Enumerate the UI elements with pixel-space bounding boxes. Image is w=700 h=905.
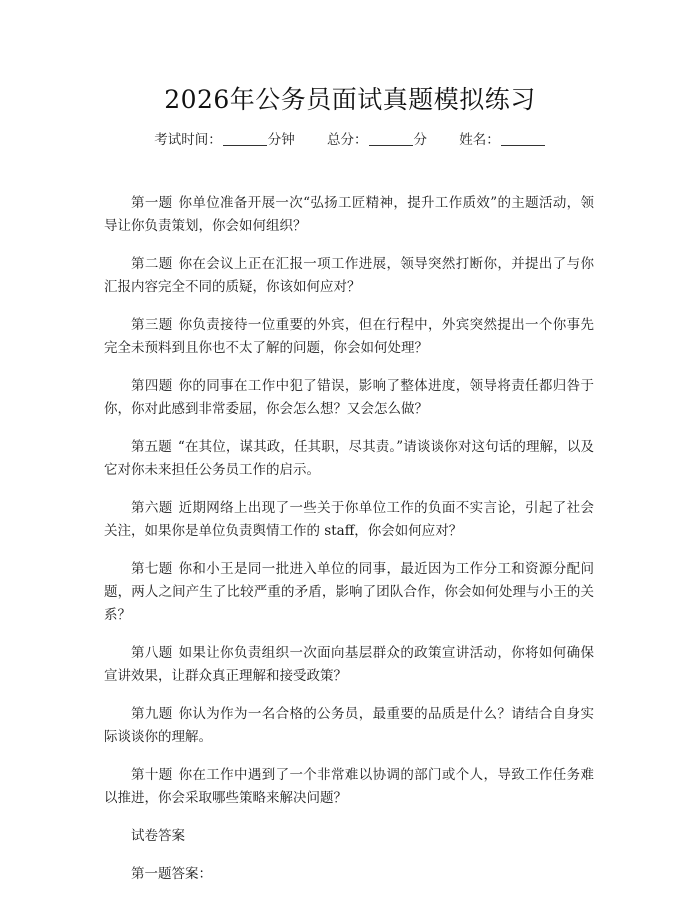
question-number: 第七题 xyxy=(131,561,173,577)
question-3 xyxy=(104,314,594,360)
total-score-unit: 分 xyxy=(413,132,427,148)
exam-time-field xyxy=(154,130,295,150)
exam-time-blank xyxy=(223,131,267,146)
answers-heading: 试卷答案 xyxy=(131,828,185,844)
question-7 xyxy=(104,558,594,627)
total-score-field xyxy=(327,130,427,150)
exam-time-label: 考试时间： xyxy=(154,132,222,148)
total-score-blank xyxy=(369,131,413,146)
question-2 xyxy=(104,253,594,299)
question-text: 近期网络上出现了一些关于你单位工作的负面不实言论，引起了社会关注，如果你是单位负责舆情工作的 staff，你会如何应对？ xyxy=(104,500,594,539)
question-number: 第一题 xyxy=(131,195,173,211)
question-1 xyxy=(104,192,594,238)
question-6 xyxy=(104,497,594,543)
question-number: 第二题 xyxy=(131,256,173,272)
question-number: 第三题 xyxy=(131,317,173,333)
name-label: 姓名： xyxy=(459,132,500,148)
question-8 xyxy=(104,642,594,688)
question-10 xyxy=(104,764,594,810)
question-text: 如果让你负责组织一次面向基层群众的政策宣讲活动，你将如何确保宣讲效果，让群众真正理解和接受政策？ xyxy=(104,645,594,684)
question-4 xyxy=(104,375,594,421)
question-number: 第五题 xyxy=(131,439,172,455)
total-score-label: 总分： xyxy=(327,132,368,148)
exam-time-unit: 分钟 xyxy=(267,132,295,148)
question-text: “在其位，谋其政，任其职，尽其责。”请谈谈你对这句话的理解，以及它对你未来担任公务员工作的启示。 xyxy=(104,439,595,478)
question-text: 你单位准备开展一次“弘扬工匠精神，提升工作质效”的主题活动，领导让你负责策划，你会如何组织？ xyxy=(104,195,595,234)
page-title: 2026年公务员面试真题模拟练习 xyxy=(164,85,536,114)
question-text: 你和小王是同一批进入单位的同事，最近因为工作分工和资源分配问题，两人之间产生了比较严重的矛盾，影响了团队合作，你会如何处理与小王的关系？ xyxy=(104,561,594,623)
question-text: 你负责接待一位重要的外宾，但在行程中，外宾突然提出一个你事先完全未预料到且你也不太了解的问题，你会如何处理？ xyxy=(104,317,594,356)
question-text: 你在会议上正在汇报一项工作进展，领导突然打断你，并提出了与你汇报内容完全不同的质疑，你该如何应对？ xyxy=(104,256,594,295)
first-answer-label: 第一题答案： xyxy=(131,866,212,882)
question-text: 你在工作中遇到了一个非常难以协调的部门或个人，导致工作任务难以推进，你会采取哪些策略来解决问题？ xyxy=(104,767,594,806)
question-text: 你的同事在工作中犯了错误，影响了整体进度，领导将责任都归咎于你，你对此感到非常委屈，你会怎么想？又会怎么做？ xyxy=(104,378,594,417)
question-number: 第九题 xyxy=(131,706,173,722)
question-5 xyxy=(104,436,594,482)
question-text: 你认为作为一名合格的公务员，最重要的品质是什么？请结合自身实际谈谈你的理解。 xyxy=(104,706,594,745)
name-field xyxy=(459,130,546,150)
exam-meta xyxy=(0,130,700,150)
name-blank xyxy=(501,131,545,146)
question-number: 第六题 xyxy=(131,500,173,516)
question-number: 第四题 xyxy=(131,378,173,394)
question-9 xyxy=(104,703,594,749)
question-list xyxy=(104,192,594,901)
question-number: 第八题 xyxy=(131,645,173,661)
question-number: 第十题 xyxy=(131,767,173,783)
